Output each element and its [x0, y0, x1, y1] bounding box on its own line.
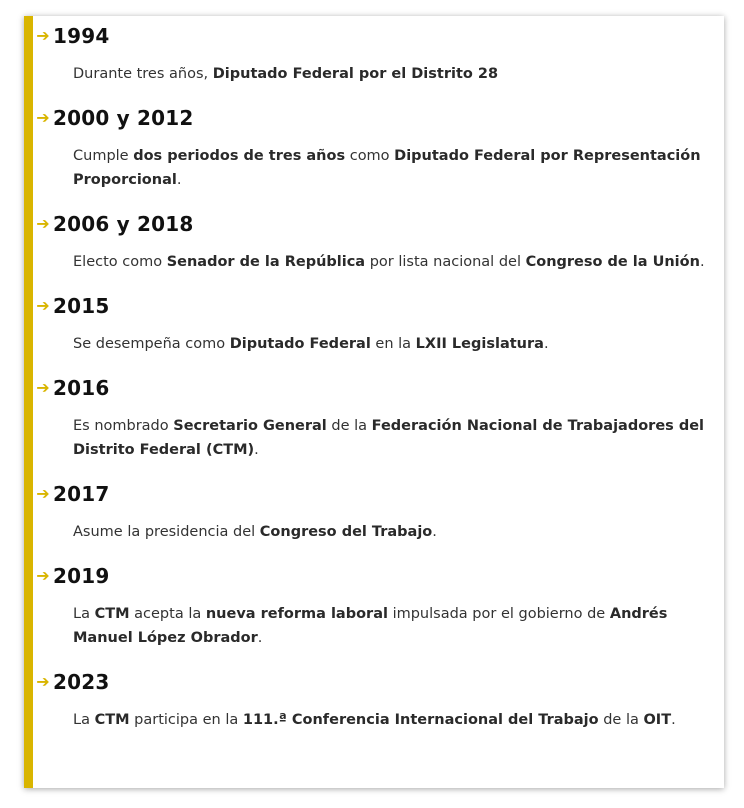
year-row	[33, 208, 724, 240]
year-row	[33, 478, 724, 510]
year-row	[33, 560, 724, 592]
arrow-right-icon: ➔	[36, 566, 50, 585]
entry-description	[73, 708, 716, 732]
description-text: de la	[326, 418, 372, 434]
description-highlight: Federación Nacional de Trabajadores del Distrito Federal (CTM)	[73, 418, 705, 458]
entry-description	[73, 62, 716, 86]
description-text: en la	[370, 336, 416, 352]
timeline-entry	[33, 290, 724, 356]
timeline	[33, 20, 724, 732]
description-text: .	[257, 630, 263, 646]
description-text: acepta la	[129, 606, 206, 622]
entry-description	[73, 414, 716, 462]
description-text: Electo como	[73, 254, 167, 270]
description-highlight: LXII Legislatura	[415, 336, 544, 352]
description-text: .	[671, 712, 676, 728]
description-highlight: Senador de la República	[166, 254, 366, 270]
description-text: .	[432, 524, 437, 540]
accent-bar	[24, 16, 33, 788]
description-highlight: 111.ª Conferencia Internacional del Trabajo	[242, 712, 599, 728]
timeline-entry	[33, 208, 724, 274]
timeline-entry	[33, 20, 724, 86]
description-text: como	[345, 148, 395, 164]
year-heading: 1994	[53, 24, 110, 48]
description-highlight: CTM	[94, 712, 130, 728]
entry-description	[73, 602, 716, 650]
year-heading: 2019	[53, 564, 110, 588]
year-row	[33, 372, 724, 404]
arrow-right-icon: ➔	[36, 26, 50, 45]
description-highlight: Diputado Federal	[229, 336, 371, 352]
arrow-right-icon: ➔	[36, 214, 50, 233]
description-highlight: nueva reforma laboral	[205, 606, 388, 622]
year-heading: 2015	[53, 294, 110, 318]
year-row	[33, 102, 724, 134]
description-text: .	[254, 442, 259, 458]
year-row	[33, 290, 724, 322]
year-heading: 2017	[53, 482, 110, 506]
description-text: Cumple	[73, 148, 134, 164]
description-highlight: Congreso de la Unión	[525, 254, 700, 270]
entry-description	[73, 144, 716, 192]
description-highlight: dos periodos de tres años	[133, 148, 346, 164]
description-text: .	[176, 172, 182, 188]
arrow-right-icon: ➔	[36, 672, 50, 691]
description-highlight: Diputado Federal por Representación Proporcional	[73, 148, 701, 188]
year-row	[33, 20, 724, 52]
description-text: participa en la	[129, 712, 243, 728]
year-heading: 2023	[53, 670, 110, 694]
description-highlight: OIT	[643, 712, 672, 728]
arrow-right-icon: ➔	[36, 296, 50, 315]
year-row	[33, 666, 724, 698]
arrow-right-icon: ➔	[36, 108, 50, 127]
description-text: impulsada por el gobierno de	[387, 606, 610, 622]
timeline-card	[24, 16, 724, 788]
entry-description	[73, 520, 716, 544]
description-text: Es nombrado	[73, 418, 174, 434]
year-heading: 2016	[53, 376, 110, 400]
description-text: .	[699, 254, 705, 270]
year-heading: 2006 y 2018	[53, 212, 194, 236]
description-text: por lista nacional del	[365, 254, 526, 270]
description-highlight: CTM	[94, 606, 130, 622]
description-highlight: Diputado Federal por el Distrito 28	[212, 66, 499, 82]
timeline-entry	[33, 560, 724, 650]
timeline-entry	[33, 372, 724, 462]
timeline-entry	[33, 666, 724, 732]
entry-description	[73, 332, 716, 356]
timeline-entry	[33, 102, 724, 192]
description-text: Asume la presidencia del	[73, 524, 260, 540]
description-highlight: Congreso del Trabajo	[259, 524, 433, 540]
arrow-right-icon: ➔	[36, 378, 50, 397]
description-text: La	[73, 606, 95, 622]
arrow-right-icon: ➔	[36, 484, 50, 503]
timeline-entry	[33, 478, 724, 544]
description-text: Durante tres años,	[73, 66, 213, 82]
entry-description	[73, 250, 716, 274]
description-text: La	[73, 712, 95, 728]
description-highlight: Secretario General	[173, 418, 327, 434]
description-text: Se desempeña como	[73, 336, 230, 352]
description-text: de la	[598, 712, 644, 728]
description-highlight: Andrés Manuel López Obrador	[73, 606, 668, 646]
year-heading: 2000 y 2012	[53, 106, 194, 130]
description-text: .	[543, 336, 549, 352]
